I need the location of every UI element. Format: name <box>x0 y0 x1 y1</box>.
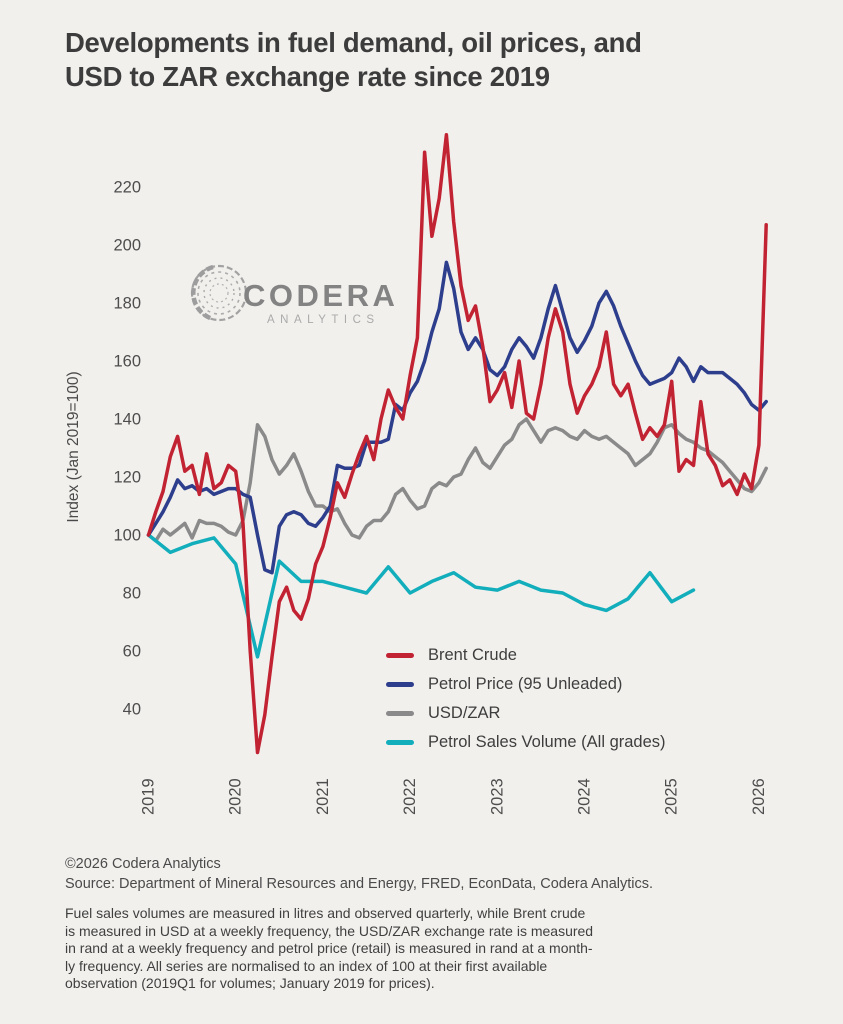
legend-swatch-petrol-price-icon <box>386 682 414 688</box>
legend-item-brent-crude <box>386 641 666 670</box>
note-line: observation (2019Q1 for volumes; January 2019 for prices). <box>65 975 435 992</box>
y-axis-title: Index (Jan 2019=100) <box>65 371 82 523</box>
note-line: is measured in USD at a weekly frequency, the USD/ZAR exchange rate is measured <box>65 922 594 939</box>
y-tick-label-120: 120 <box>113 468 141 487</box>
legend-label: Petrol Price (95 Unleaded) <box>428 675 623 693</box>
x-tick-label-2022: 2022 <box>401 778 420 815</box>
codera-logo <box>192 266 398 326</box>
x-tick-label-2023: 2023 <box>488 778 507 815</box>
chart-legend <box>386 641 666 757</box>
y-tick-label-100: 100 <box>113 526 141 545</box>
x-tick-label-2019: 2019 <box>139 778 158 815</box>
legend-label: Petrol Sales Volume (All grades) <box>428 733 666 751</box>
note-line: in rand at a weekly frequency and petrol price (retail) is measured in rand at a month- <box>65 940 593 957</box>
page-title-line2: USD to ZAR exchange rate since 2019 <box>65 61 550 93</box>
y-tick-label-80: 80 <box>122 584 141 603</box>
codera-globe-icon <box>192 266 246 320</box>
x-tick-label-2024: 2024 <box>575 778 594 815</box>
y-tick-label-220: 220 <box>113 178 141 197</box>
x-axis-tick-labels <box>140 778 768 815</box>
series-line-petrol-sales-volume-all-grades <box>149 535 694 657</box>
x-tick-label-2026: 2026 <box>749 778 768 815</box>
methodology-note <box>65 905 593 993</box>
legend-item-usd-zar <box>386 699 666 728</box>
x-tick-label-2025: 2025 <box>662 778 681 815</box>
legend-swatch-petrol-sales-volume-icon <box>386 740 414 746</box>
legend-swatch-brent-crude-icon <box>386 653 414 659</box>
y-tick-label-140: 140 <box>113 410 141 429</box>
source-text: Source: Department of Mineral Resources and Energy, FRED, EconData, Codera Analytics. <box>65 876 654 892</box>
y-tick-label-180: 180 <box>113 294 141 313</box>
legend-label: USD/ZAR <box>428 704 501 722</box>
x-tick-label-2021: 2021 <box>313 778 332 815</box>
copyright-text: ©2026 Codera Analytics <box>65 856 221 872</box>
page-title-line1: Developments in fuel demand, oil prices, and <box>65 27 642 58</box>
note-line: ly frequency. All series are normalised to an index of 100 at their first available <box>65 957 548 974</box>
y-tick-label-160: 160 <box>113 352 141 371</box>
footer <box>65 854 653 894</box>
legend-item-petrol-price <box>386 670 666 699</box>
codera-subtext: ANALYTICS <box>267 314 380 326</box>
x-tick-label-2020: 2020 <box>226 778 245 815</box>
y-tick-label-40: 40 <box>122 700 141 719</box>
legend-label: Brent Crude <box>428 646 517 664</box>
y-axis-tick-labels <box>113 179 141 719</box>
note-line: Fuel sales volumes are measured in litres and observed quarterly, while Brent crude <box>65 905 586 921</box>
y-tick-label-200: 200 <box>113 236 141 255</box>
legend-swatch-usd-zar-icon <box>386 711 414 717</box>
legend-item-petrol-sales-volume <box>386 728 666 757</box>
codera-wordmark: CODERA <box>243 278 399 313</box>
y-tick-label-60: 60 <box>122 642 141 661</box>
